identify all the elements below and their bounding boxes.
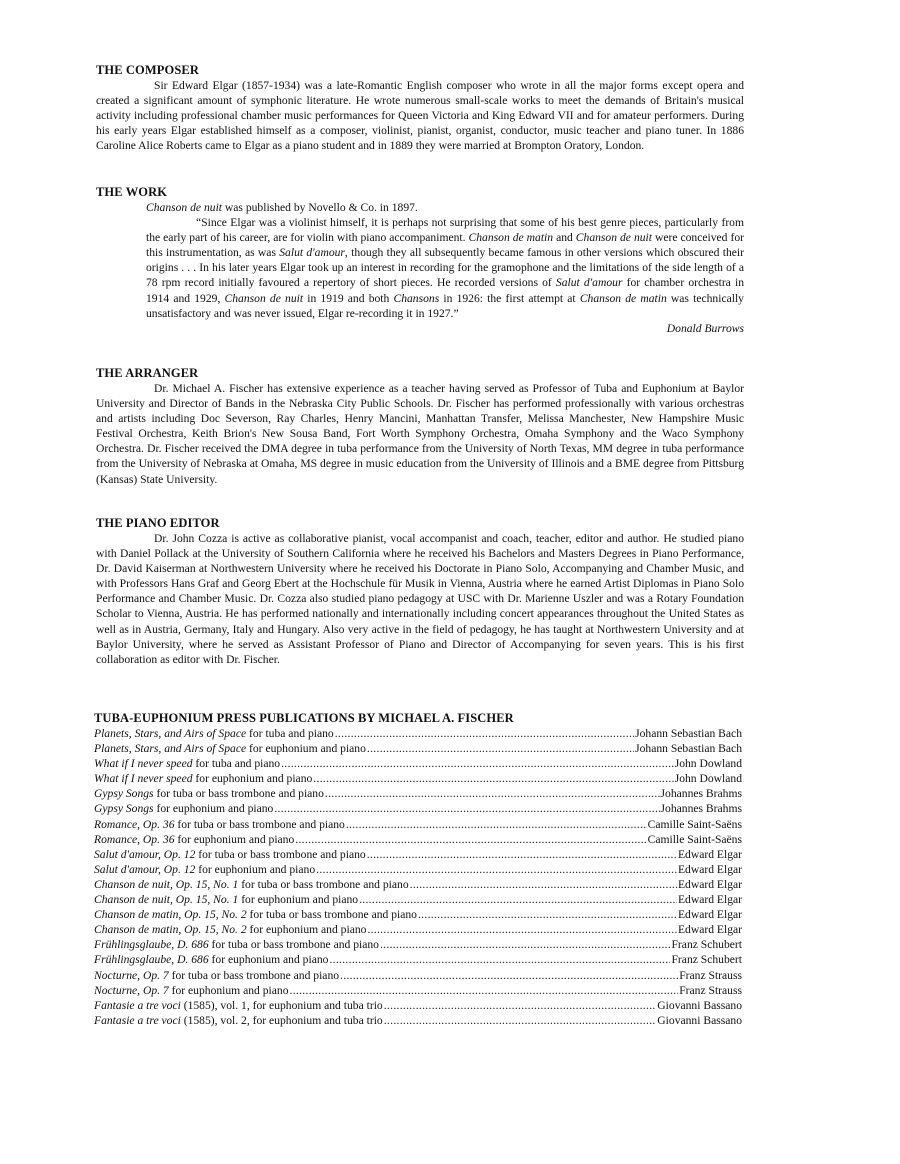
quote-text: were conceived for this instrumentation, as was	[146, 231, 744, 260]
publication-title: Frühlingsglaube, D. 686	[94, 953, 209, 967]
publication-description: for euphonium and piano	[238, 893, 359, 907]
publication-composer: Edward Elgar	[677, 893, 742, 907]
composer-section	[96, 63, 744, 153]
publication-description: for euphonium and piano	[246, 742, 366, 756]
publication-entry	[94, 726, 334, 741]
publication-composer: Johannes Brahms	[660, 802, 742, 816]
publication-entry	[94, 877, 409, 892]
publication-title: Planets, Stars, and Airs of Space	[94, 742, 247, 756]
dot-leader	[380, 937, 671, 952]
publication-title: Salut d'amour, Op. 12	[94, 862, 196, 876]
publication-description: for tuba or bass trombone and piano	[153, 787, 324, 801]
publication-description: for tuba or bass trombone and piano	[246, 908, 417, 922]
dot-leader	[325, 786, 660, 801]
publication-item	[94, 862, 742, 877]
dot-leader	[281, 756, 674, 771]
publication-composer: Edward Elgar	[677, 877, 742, 891]
publication-composer: Edward Elgar	[677, 862, 742, 876]
quote-title-ref: Chansons	[393, 291, 440, 305]
publication-title: Romance, Op. 36	[94, 832, 175, 846]
publication-description: for euphonium and piano	[192, 772, 313, 786]
publications-list	[94, 726, 742, 1028]
publication-entry	[94, 832, 294, 847]
publication-item	[94, 968, 742, 983]
dot-leader	[384, 1013, 657, 1028]
dot-leader	[384, 998, 657, 1013]
dot-leader	[340, 968, 678, 983]
quote-title-ref: Chanson de matin	[579, 291, 667, 305]
publication-item	[94, 726, 742, 741]
publication-composer: Edward Elgar	[677, 908, 742, 922]
publication-description: for euphonium and piano	[153, 802, 274, 816]
arranger-text: Dr. Michael A. Fischer has extensive experience as a teacher having served as Professor of Tuba and Euphonium at Baylor University and Director of Bands in the Nebraska City Public Schools. Dr. Fischer has performed professionally with various orchestras and artists including Doc Severson, Ray Charles, Henry Mancini, Manhattan Transfer, Melissa Manchester, New Hampshire Music Festival Orchestra, Keith Brion's New Sousa Band, Fort Worth Symphony Orchestra, Omaha Symphony and the Waco Symphony Orchestra. Dr. Fischer received the DMA degree in tuba performance from the University of North Texas, MM degree in tuba performance from the University of Nebraska at Omaha, MS degree in music education from the University of Illinois and a BME degree from Pittsburg (Kansas) State University.	[96, 382, 744, 486]
quote-title-ref: Salut d'amour	[279, 246, 345, 260]
piano-editor-section	[96, 516, 744, 667]
piano-editor-heading: THE PIANO EDITOR	[96, 516, 220, 530]
publication-title: Chanson de matin, Op. 15, No. 2	[94, 908, 247, 922]
publication-item	[94, 741, 742, 756]
publication-description: for tuba or bass trombone and piano	[195, 847, 366, 861]
quote-text: in 1926: the first attempt at	[439, 291, 580, 305]
dot-leader	[346, 817, 647, 832]
publication-composer: Edward Elgar	[677, 847, 742, 861]
quote-title-ref: Chanson de matin	[468, 231, 554, 245]
publication-title: Gypsy Songs	[94, 787, 154, 801]
publication-title: Gypsy Songs	[94, 802, 154, 816]
quote-text: “Since Elgar was a violinist himself, it is perhaps not surprising that some of his best genre pieces, particularly from the early part of his career, are for violin with piano accompaniment.	[146, 216, 744, 245]
publication-entry	[94, 741, 366, 756]
publication-description: for tuba or bass trombone and piano	[208, 938, 379, 952]
publication-title: What if I never speed	[94, 757, 193, 771]
publication-composer: John Dowland	[674, 772, 742, 786]
publication-composer: Edward Elgar	[677, 923, 742, 937]
dot-leader	[290, 983, 679, 998]
publication-item	[94, 937, 742, 952]
quote-text: for chamber orchestra in 1914 and 1929,	[146, 276, 744, 305]
publication-item	[94, 907, 742, 922]
publication-description: (1585), vol. 2, for euphonium and tuba trio	[180, 1013, 383, 1027]
publication-description: for euphonium and piano	[168, 983, 289, 997]
work-section	[96, 185, 744, 336]
publication-title: Fantasie a tre voci	[94, 998, 181, 1012]
publication-item	[94, 877, 742, 892]
publication-composer: Johann Sebastian Bach	[635, 727, 742, 740]
publication-entry	[94, 771, 312, 786]
arranger-heading: THE ARRANGER	[96, 366, 199, 380]
publications-section	[94, 711, 742, 1028]
publication-description: for euphonium and piano	[208, 953, 329, 967]
publication-item	[94, 983, 742, 998]
publication-title: Chanson de nuit, Op. 15, No. 1	[94, 877, 239, 891]
publication-composer: Franz Strauss	[679, 968, 742, 982]
publication-composer: John Dowland	[674, 757, 742, 771]
publication-entry	[94, 862, 315, 877]
work-pub-rest: was published by Novello & Co. in 1897.	[222, 201, 418, 214]
dot-leader	[313, 771, 673, 786]
publication-title: Frühlingsglaube, D. 686	[94, 938, 209, 952]
dot-leader	[367, 741, 634, 756]
dot-leader	[418, 907, 677, 922]
composer-heading: THE COMPOSER	[96, 63, 199, 77]
publication-composer: Camille Saint-Saëns	[647, 817, 742, 831]
work-heading: THE WORK	[96, 185, 168, 199]
publication-item	[94, 817, 742, 832]
publication-composer: Johannes Brahms	[660, 787, 742, 801]
publication-item	[94, 922, 742, 937]
publication-title: Romance, Op. 36	[94, 817, 175, 831]
publication-item	[94, 771, 742, 786]
quote-text: , though they all subsequently became famous in other versions which obscured their origins . . . In his later years Elgar took up an interest in recording for the gramophone and the limitations of the side length of a 78 rpm record initially favoured a repertory of short pieces. He recorded versions of	[146, 246, 744, 290]
publication-title: Nocturne, Op. 7	[94, 968, 169, 982]
publication-composer: Franz Schubert	[671, 953, 742, 967]
publication-description: for tuba or bass trombone and piano	[168, 968, 340, 982]
publication-item	[94, 786, 742, 801]
quote-title-ref: Chanson de nuit	[575, 231, 652, 245]
publication-entry	[94, 968, 339, 983]
publication-composer: Franz Strauss	[679, 983, 742, 997]
publication-title: Chanson de nuit, Op. 15, No. 1	[94, 893, 239, 907]
publication-title: Fantasie a tre voci	[94, 1013, 181, 1027]
piano-editor-text: Dr. John Cozza is active as collaborative pianist, vocal accompanist and coach, teacher, editor and author. He studied piano with Daniel Pollack at the University of Southern California where he received his Bachelors and Masters Degrees in Piano Performance, Dr. David Kaiserman at Northwestern University where he received his Doctorate in Piano Solo, Accompanying and Chamber Music, and with Professors Hans Graf and Georg Ebert at the Hochschule für Musik in Vienna, Austria where he earned Artist Diplomas in Piano Solo Performance and Chamber Music. Dr. Cozza also studied piano pedagogy at USC with Dr. Marienne Uszler and was a Rotary Foundation Scholar to Vienna, Austria. He has performed nationally and internationally including concert appearances throughout the United States as well as in Austria, Germany, Italy and Hungary. Also very active in the field of pedagogy, he has taught at Northwestern University and at Baylor University, where he served as Assistant Professor of Piano and Director of Accompanying for seven years. This is his first collaboration as editor with Dr. Fischer.	[96, 532, 744, 666]
publication-entry	[94, 817, 345, 832]
publication-item	[94, 952, 742, 967]
publication-entry	[94, 756, 280, 771]
publication-entry	[94, 801, 273, 816]
publication-composer: Johann Sebastian Bach	[635, 742, 742, 756]
publication-entry	[94, 847, 366, 862]
dot-leader	[329, 952, 670, 967]
publication-entry	[94, 998, 383, 1013]
publication-entry	[94, 952, 328, 967]
publication-entry	[94, 1013, 383, 1028]
publication-title: Salut d'amour, Op. 12	[94, 847, 196, 861]
publication-entry	[94, 922, 366, 937]
quote-attribution: Donald Burrows	[666, 321, 744, 335]
dot-leader	[335, 726, 634, 741]
publication-description: for tuba or bass trombone and piano	[174, 817, 345, 831]
publication-composer: Giovanni Bassano	[657, 998, 742, 1012]
dot-leader	[367, 922, 677, 937]
publication-item	[94, 847, 742, 862]
quote-text: and	[553, 231, 576, 245]
composer-text: Sir Edward Elgar (1857-1934) was a late-Romantic English composer who wrote in all the major forms except opera and created a significant amount of symphonic literature. He wrote numerous small-scale works to meet the demands of Britain's musical activity including professional chamber music performances for Queen Victoria and King Edward VII and for amateur performers. During his early years Elgar established himself as a composer, violinist, pianist, organist, conductor, music teacher and piano tuner. In 1886 Caroline Alice Roberts came to Elgar as a piano student and in 1889 they were married at Brompton Oratory, London.	[96, 79, 744, 153]
publication-composer: Camille Saint-Saëns	[647, 832, 742, 846]
publication-entry	[94, 907, 417, 922]
publication-composer: Franz Schubert	[671, 938, 742, 952]
dot-leader	[316, 862, 677, 877]
publication-item	[94, 1013, 742, 1028]
publication-description: for tuba or bass trombone and piano	[238, 877, 409, 891]
publication-item	[94, 832, 742, 847]
dot-leader	[295, 832, 646, 847]
publication-item	[94, 998, 742, 1013]
publication-title: Chanson de matin, Op. 15, No. 2	[94, 923, 247, 937]
publication-item	[94, 756, 742, 771]
work-publication-line	[146, 200, 744, 215]
publication-title: What if I never speed	[94, 772, 193, 786]
publication-description: for tuba and piano	[246, 727, 334, 740]
arranger-section	[96, 366, 744, 487]
quote-title-ref: Salut d'amour	[555, 276, 623, 290]
publication-item	[94, 892, 742, 907]
quote-title-ref: Chanson de nuit	[224, 291, 304, 305]
publication-composer: Giovanni Bassano	[657, 1013, 742, 1027]
publication-title: Nocturne, Op. 7	[94, 983, 169, 997]
publication-title: Planets, Stars, and Airs of Space	[94, 727, 247, 740]
work-quote	[146, 215, 744, 321]
publication-description: for euphonium and piano	[195, 862, 316, 876]
publication-entry	[94, 983, 289, 998]
work-pub-title: Chanson de nuit	[146, 201, 223, 214]
publication-description: (1585), vol. 1, for euphonium and tuba trio	[180, 998, 383, 1012]
publication-description: for tuba and piano	[192, 757, 281, 771]
quote-text: was technically unsatisfactory and was never issued, Elgar re-recording it in 1927.”	[146, 291, 744, 320]
publication-description: for euphonium and piano	[246, 923, 367, 937]
dot-leader	[359, 892, 677, 907]
dot-leader	[367, 847, 677, 862]
dot-leader	[274, 801, 659, 816]
publication-item	[94, 801, 742, 816]
publication-entry	[94, 892, 358, 907]
publication-description: for euphonium and piano	[174, 832, 295, 846]
quote-text: in 1919 and both	[303, 291, 394, 305]
publications-heading: TUBA-EUPHONIUM PRESS PUBLICATIONS BY MICHAEL A. FISCHER	[94, 711, 514, 725]
dot-leader	[410, 877, 677, 892]
publication-entry	[94, 937, 379, 952]
publication-entry	[94, 786, 324, 801]
